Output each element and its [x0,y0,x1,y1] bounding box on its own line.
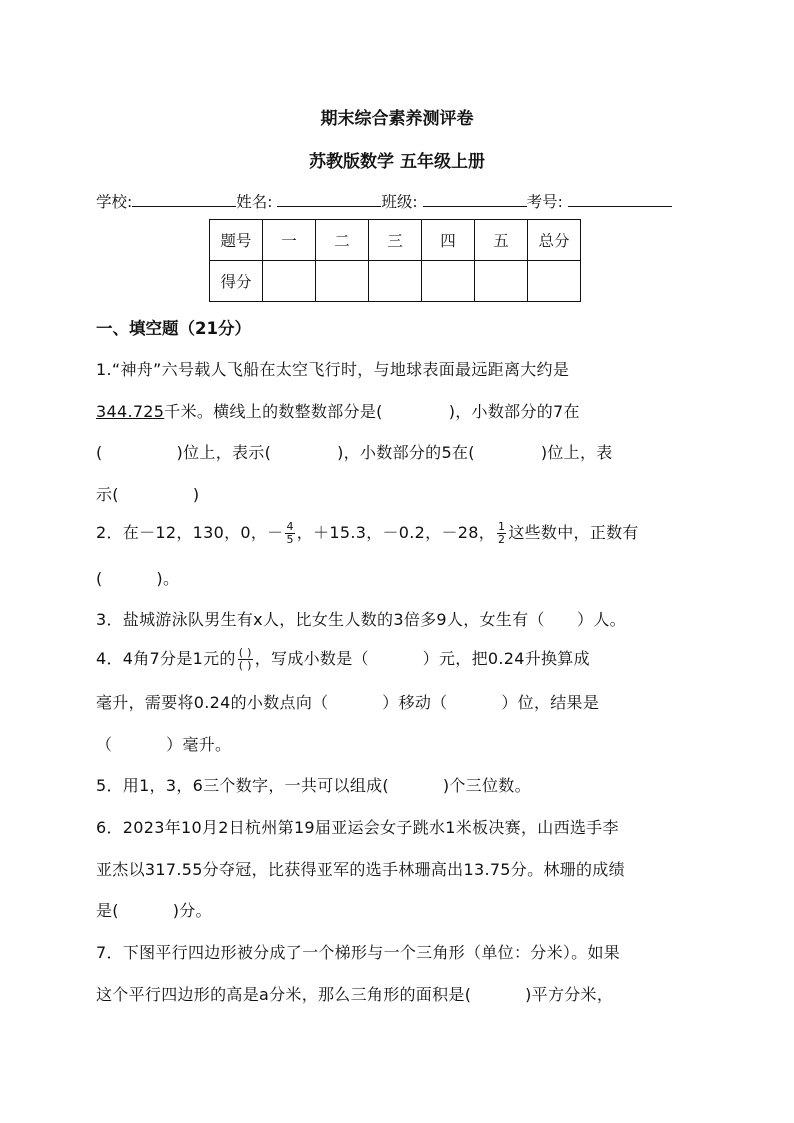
q4-line-1 [96,646,706,672]
score-header-cell: 四 [422,220,475,261]
score-header-cell: 二 [316,220,369,261]
fraction-denominator: 5 [286,533,294,546]
exam-no-blank[interactable] [568,193,672,207]
score-header-cell: 五 [475,220,528,261]
name-blank[interactable] [277,193,381,207]
class-label: 班级: [381,193,418,211]
q6-line-2: 亚杰以317.55分夺冠，比获得亚军的选手林珊高出13.75分。林珊的成绩 [96,860,625,879]
q5-line-1: 5．用1，3，6三个数字，一共可以组成( )个三位数。 [96,776,531,795]
q4-line-2: 毫升，需要将0.24的小数点向（ ）移动（ ）位，结果是 [96,693,600,712]
score-cell[interactable] [528,261,581,302]
name-label: 姓名: [236,193,273,211]
q1-line-4 [96,482,706,505]
q1-text: )，小数部分的7在 [448,402,580,421]
score-cell[interactable] [316,261,369,302]
exam-subtitle: 苏教版数学 五年级上册 [309,152,485,172]
school-blank[interactable] [132,193,236,207]
q1-text: )，小数部分的5在( [337,443,475,462]
class-blank[interactable] [423,193,527,207]
score-row-label: 得分 [210,261,263,302]
score-cell[interactable] [369,261,422,302]
score-cell[interactable] [263,261,316,302]
exam-no-label: 考号: [526,193,563,211]
q1-number: 344.725 [96,402,165,421]
score-header-cell: 一 [263,220,316,261]
fraction-numerator: ( ) [238,646,252,659]
q3-line-1: 3．盐城游泳队男生有x人，比女生人数的3倍多9人，女生有（ ）人。 [96,610,626,629]
q1-text: 千米。横线上的数整数部分是( [164,402,383,421]
section-title: 一、填空题（21分） [96,319,251,338]
q1-line-3 [96,440,706,463]
q1-line-1: 1.“神舟”六号载人飞船在太空飞行时，与地球表面最远距离大约是 [96,360,570,379]
q1-text: ) [192,485,200,504]
score-header-cell: 总分 [528,220,581,261]
q1-text: ( [96,443,103,462]
q7-line-2: 这个平行四边形的高是a分米，那么三角形的面积是( )平方分米， [96,985,614,1004]
exam-title: 期末综合素养测评卷 [320,109,474,129]
fraction-denominator: 2 [498,533,506,546]
score-table [209,219,581,302]
q1-line-2 [96,399,706,422]
fraction-numerator: 4 [286,520,294,533]
score-cell[interactable] [422,261,475,302]
fraction [238,647,253,672]
q2-line-2: ( )。 [96,569,180,588]
student-info-line [96,190,706,212]
fraction [497,521,506,546]
fraction [285,521,294,546]
q2-text: ，＋15.3，－0.2，－28， [296,523,496,542]
q6-line-3: 是( )分。 [96,901,212,920]
fraction-numerator: 1 [498,520,506,533]
q2-line-1 [96,520,706,546]
q1-text: )位上，表示( [176,443,272,462]
score-header-cell: 题号 [210,220,263,261]
q2-text: 2．在－12，130，0，－ [96,523,284,542]
score-table-score-row [210,261,581,302]
q1-text: 示( [96,485,119,504]
fraction-denominator: ( ) [238,659,252,672]
q1-text: )位上，表 [540,443,613,462]
q2-text: 这些数中，正数有 [508,523,639,542]
q7-line-1: 7．下图平行四边形被分成了一个梯形与一个三角形（单位：分米）。如果 [96,943,621,962]
school-label: 学校: [96,193,133,211]
score-table-header-row [210,220,581,261]
q4-text: ，写成小数是（ ）元，把0.24升换算成 [254,649,590,668]
score-cell[interactable] [475,261,528,302]
q6-line-1: 6．2023年10月2日杭州第19届亚运会女子跳水1米板决赛，山西选手李 [96,818,619,837]
q4-text: 4．4角7分是1元的 [96,649,236,668]
score-header-cell: 三 [369,220,422,261]
q4-line-3: （ ）毫升。 [96,735,232,754]
